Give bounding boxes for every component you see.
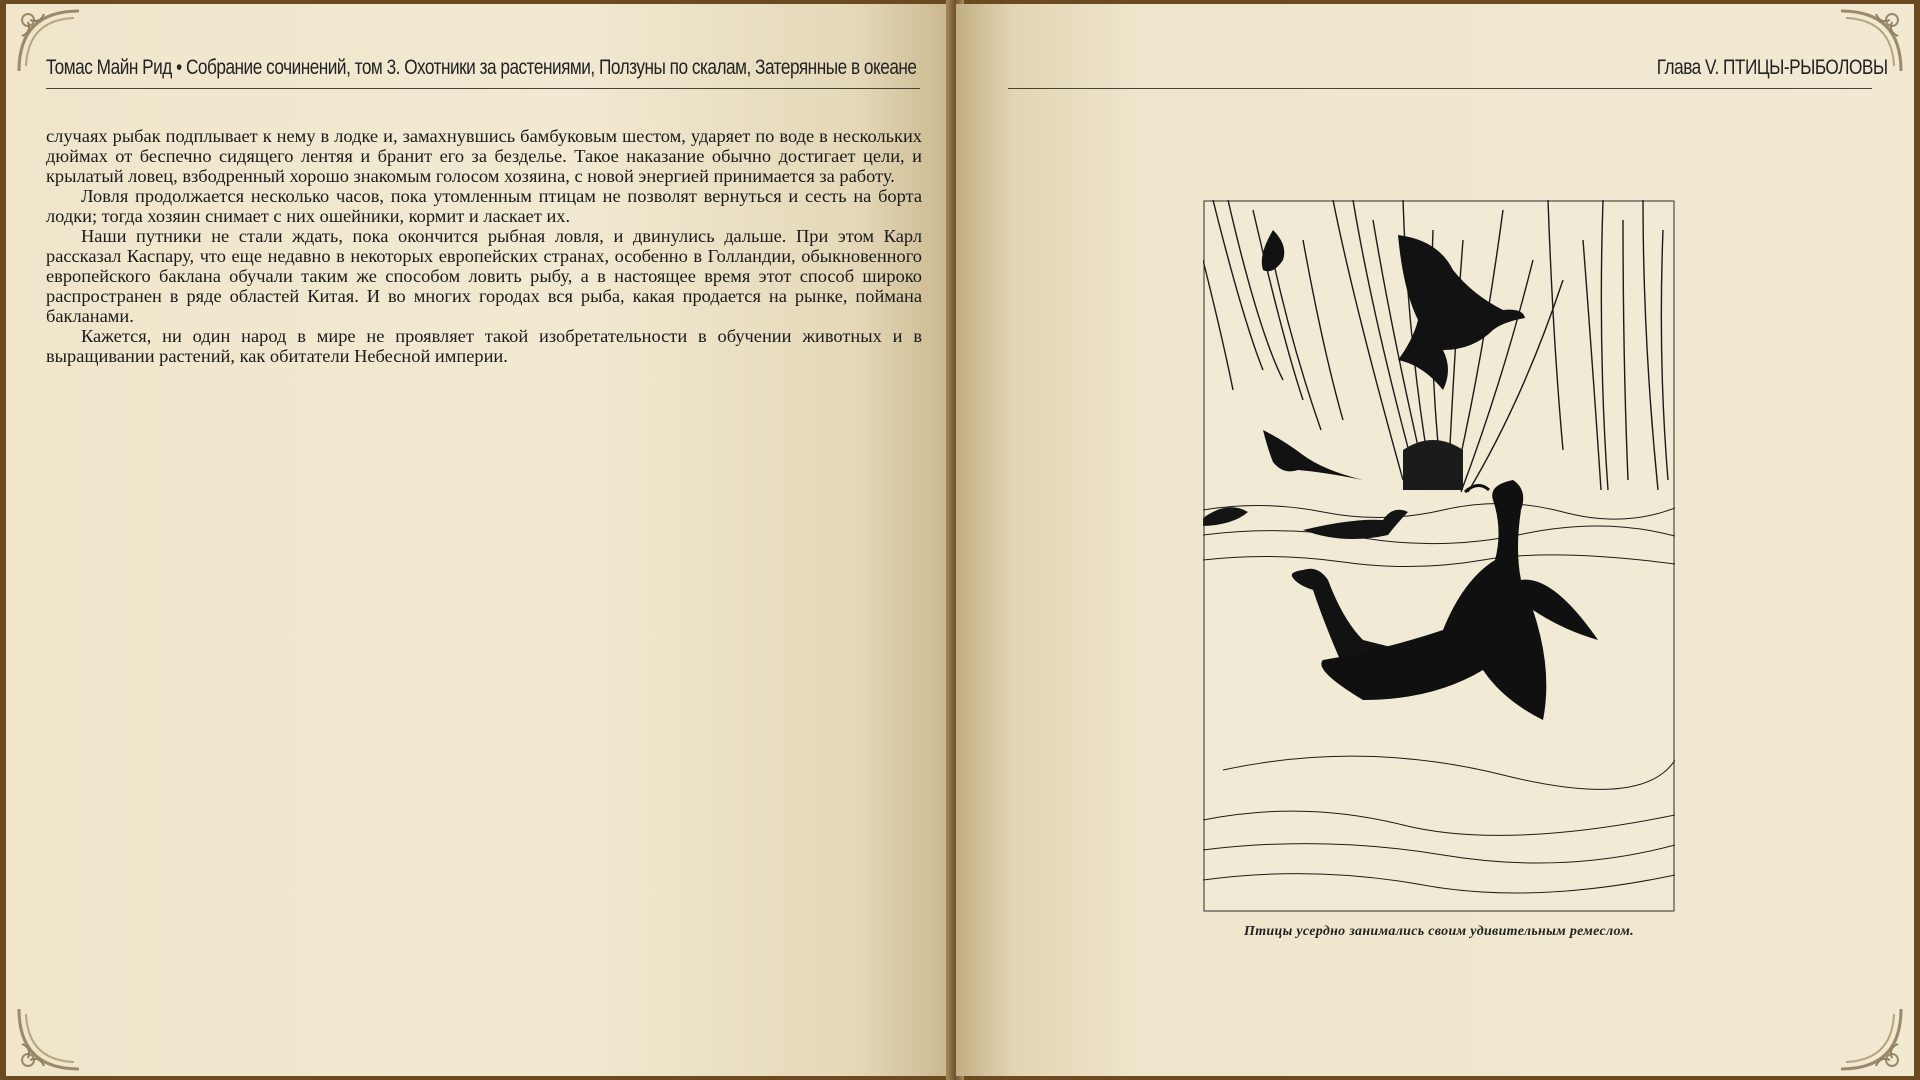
left-page[interactable] <box>6 4 954 1076</box>
right-header-rule <box>1008 88 1872 89</box>
illustration-caption: Птицы усердно занимались своим удивительным ремеслом. <box>1244 924 1634 939</box>
corner-ornament-bottom-right <box>1836 1004 1906 1074</box>
left-header-rule <box>46 88 920 89</box>
paragraph: Кажется, ни один народ в мире не проявляет такой изобретательности в обучении животных и в выращивании растений, как обитатели Небесной империи. <box>46 326 922 366</box>
paragraph: Наши путники не стали ждать, пока окончится рыбная ловля, и двинулись дальше. При этом Карл рассказал Каспару, что еще недавно в некоторых европейских странах, особенно в Голландии, обыкновенного европейского баклана обучали таким же способом ловить рыбу, а в настоящее время этот способ широко распространен в ряде областей Китая. И во многих городах вся рыба, какая продается на рынке, поймана бакланами. <box>46 226 922 326</box>
cormorant-illustration <box>1203 200 1675 912</box>
paragraph: случаях рыбак подплывает к нему в лодке и, замахнувшись бамбуковым шестом, ударяет по воде в нескольких дюймах от беспечно сидящего лентяя и бранит его за безделье. Такое наказание обычно достигает цели, и крылатый ловец, взбодренный хорошо знакомым голосом хозяина, с новой энергией принимается за работу. <box>46 126 922 186</box>
left-page-header: Томас Майн Рид • Собрание сочинений, том 3. Охотники за растениями, Ползуны по скалам, Затерянные в океане <box>46 56 917 79</box>
paragraph: Ловля продолжается несколько часов, пока утомленным птицам не позволят вернуться и сесть на борта лодки; тогда хозяин снимает с них ошейники, кормит и ласкает их. <box>46 186 922 226</box>
corner-ornament-bottom-left <box>14 1004 84 1074</box>
body-text <box>46 126 922 366</box>
right-page-header: Глава V. ПТИЦЫ-РЫБОЛОВЫ <box>1657 56 1888 79</box>
